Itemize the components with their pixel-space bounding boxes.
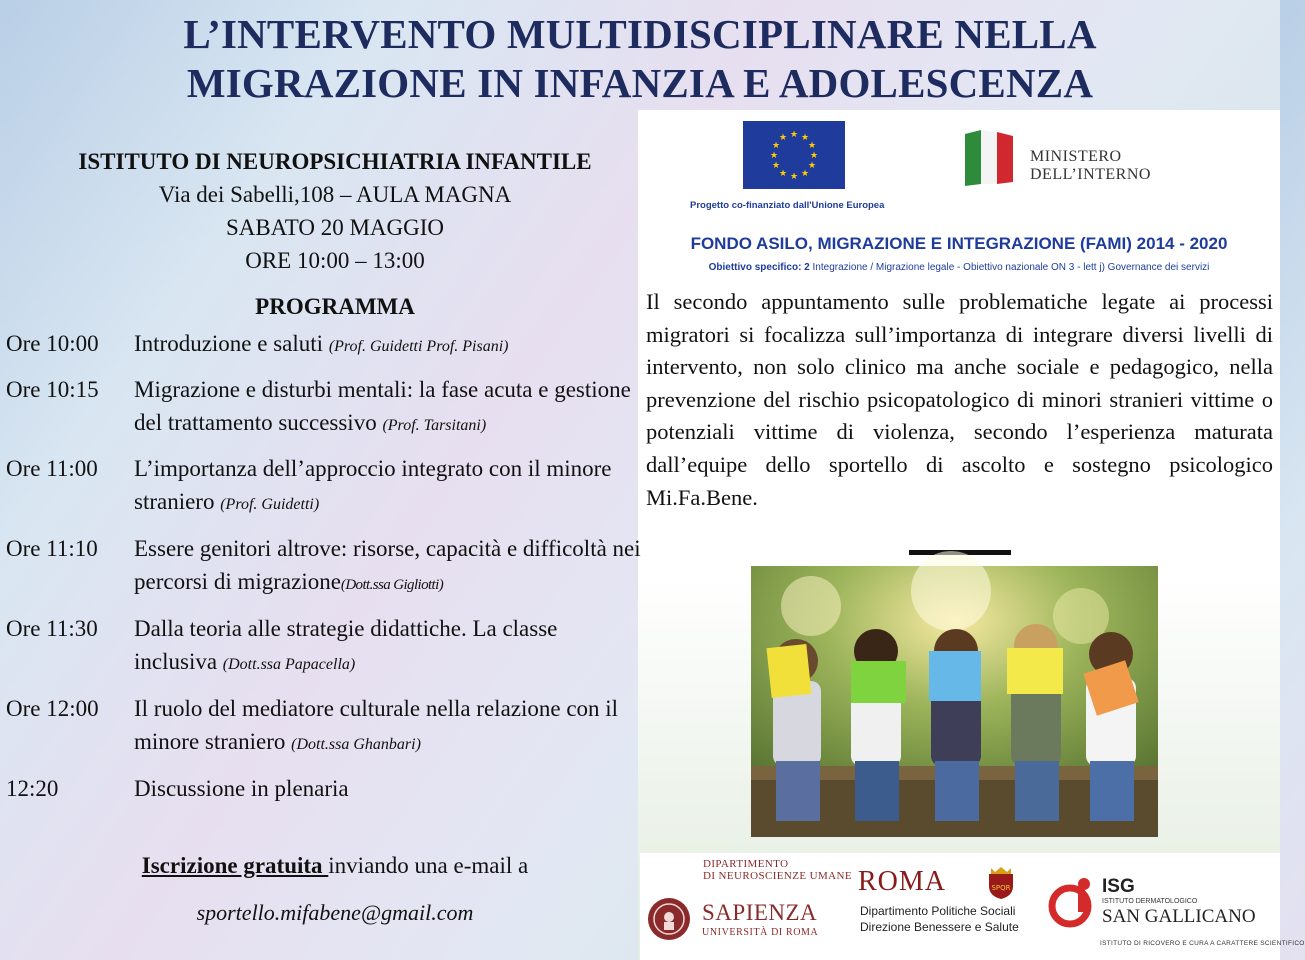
email-link[interactable]: sportello.mifabene@gmail.com — [196, 900, 474, 925]
sapienza-seal-icon — [647, 897, 691, 941]
venue-date: SABATO 20 MAGGIO — [225, 215, 445, 240]
signup-bold: Iscrizione gratuita — [141, 853, 329, 878]
agenda-time: Ore 10:00 — [6, 331, 99, 356]
agenda-time: Ore 11:30 — [6, 616, 98, 641]
svg-text:★: ★ — [771, 141, 781, 151]
venue-hours: ORE 10:00 – 13:00 — [245, 248, 425, 273]
signup-rest: inviando una e-mail a — [328, 853, 529, 878]
venue-institute: ISTITUTO DI NEUROPSICHIATRIA INFANTILE — [78, 149, 592, 174]
svg-text:★: ★ — [800, 133, 810, 143]
agenda-time: 12:20 — [6, 776, 59, 801]
svg-text:★: ★ — [771, 161, 781, 171]
agenda-speaker: (Dott.ssa Papacella) — [222, 656, 356, 673]
agenda-topic — [134, 692, 646, 761]
agenda-time: Ore 12:00 — [6, 696, 99, 721]
agenda-speaker: (Prof. Guidetti Prof. Pisani) — [328, 338, 509, 355]
agenda-topic-text: Introduzione e saluti — [134, 331, 329, 356]
svg-text:★: ★ — [789, 130, 799, 140]
svg-text:★: ★ — [769, 151, 779, 161]
svg-text:★: ★ — [800, 169, 810, 179]
agenda-time: Ore 10:15 — [6, 377, 99, 402]
roma-crest-icon — [985, 866, 1017, 900]
title-line-1: L’INTERVENTO MULTIDISCIPLINARE NELLA — [183, 11, 1097, 57]
fund-objective-bold: Obiettivo specifico: 2 — [708, 262, 810, 273]
venue-address: Via dei Sabelli,108 – AULA MAGNA — [158, 182, 512, 207]
svg-text:★: ★ — [778, 133, 788, 143]
dip-line-1: DIPARTIMENTO — [703, 858, 789, 870]
agenda-speaker: (Prof. Guidetti) — [220, 496, 320, 513]
program-heading: PROGRAMMA — [255, 294, 415, 319]
agenda-time: Ore 11:00 — [6, 456, 98, 481]
venue-info — [30, 145, 640, 277]
svg-text:★: ★ — [809, 151, 819, 161]
roma-line-1: Dipartimento Politiche Sociali — [860, 904, 1016, 918]
roma-line-2: Direzione Benessere e Salute — [860, 920, 1019, 934]
agenda-topic-text: Il ruolo del mediatore culturale nella relazione con il minore straniero — [134, 696, 619, 754]
agenda-time: Ore 11:10 — [6, 536, 98, 561]
eu-flag-icon — [743, 121, 845, 189]
agenda-topic — [134, 452, 646, 521]
agenda-topic-text: Dalla teoria alle strategie didattiche. La classe inclusiva — [134, 616, 558, 674]
sapienza-subtitle: UNIVERSITÀ DI ROMA — [702, 927, 819, 938]
svg-text:★: ★ — [807, 161, 817, 171]
title-line-2: MIGRAZIONE IN INFANZIA E ADOLESCENZA — [186, 60, 1094, 107]
isg-tagline: ISTITUTO DI RICOVERO E CURA A CARATTERE SCIENTIFICO — [1100, 940, 1305, 947]
agenda-speaker: (Prof. Tarsitani) — [382, 417, 487, 434]
agenda-topic — [134, 532, 646, 602]
roma-logo: ROMA — [858, 866, 947, 897]
isg-institute-label: ISTITUTO DERMATOLOGICO — [1102, 898, 1198, 905]
svg-text:SPQR: SPQR — [991, 884, 1011, 892]
italian-flag-icon — [963, 128, 1015, 188]
fund-objective — [638, 262, 1280, 273]
isg-logo-icon — [1048, 876, 1098, 928]
agenda-topic — [134, 373, 646, 442]
agenda-topic-text: L’importanza dell’approccio integrato con il minore straniero — [134, 456, 612, 514]
svg-text:★: ★ — [778, 169, 788, 179]
ministry-label — [1030, 148, 1151, 184]
agenda-topic-text: Discussione in plenaria — [134, 776, 349, 801]
page-title — [0, 10, 1280, 108]
fund-title: FONDO ASILO, MIGRAZIONE E INTEGRAZIONE (FAMI) 2014 - 2020 — [690, 234, 1228, 253]
children-reading-photo — [751, 566, 1158, 837]
agenda-speaker: (Dott.ssa Gigliotti) — [340, 577, 444, 593]
dip-line-2: DI NEUROSCIENZE UMANE — [703, 870, 852, 882]
agenda-topic-text: Essere genitori altrove: risorse, capacità e difficoltà nei percorsi di migrazione — [134, 536, 641, 594]
agenda-topic — [134, 772, 646, 805]
eu-caption: Progetto co-finanziato dall'Unione Europea — [690, 200, 885, 211]
san-gallicano-label: SAN GALLICANO — [1102, 906, 1256, 927]
department-label — [703, 858, 852, 882]
isg-logo: ISG — [1102, 876, 1135, 897]
fund-objective-rest: Integrazione / Migrazione legale - Obiettivo nazionale ON 3 - lett j) Governance dei servizi — [809, 262, 1210, 273]
agenda-speaker: (Dott.ssa Ghanbari) — [291, 736, 421, 753]
agenda-topic — [134, 327, 646, 363]
svg-text:★: ★ — [807, 141, 817, 151]
ministry-line-2: DELL’INTERNO — [1030, 166, 1151, 183]
sapienza-logo: SAPIENZA — [702, 900, 818, 925]
signup-line — [30, 853, 640, 879]
svg-text:★: ★ — [789, 172, 799, 182]
ministry-line-1: MINISTERO — [1030, 148, 1122, 165]
description-paragraph: Il secondo appuntamento sulle problematiche legate ai processi migratori si focalizza sull’importanza di integrare diversi livelli di intervento, non solo clinico ma anche sociale e pedagogico, nella prevenzione del rischio psicopatologico di minori stranieri vittime o potenziali vittime di violenza, secondo l’esperienza maturata dall’equipe dello sportello di ascolto e sostegno psicologico Mi.Fa.Bene. — [646, 289, 1273, 510]
roma-department — [860, 903, 1019, 935]
agenda-topic-text: Migrazione e disturbi mentali: la fase acuta e gestione del trattamento successivo — [134, 377, 631, 435]
agenda-topic — [134, 612, 646, 681]
